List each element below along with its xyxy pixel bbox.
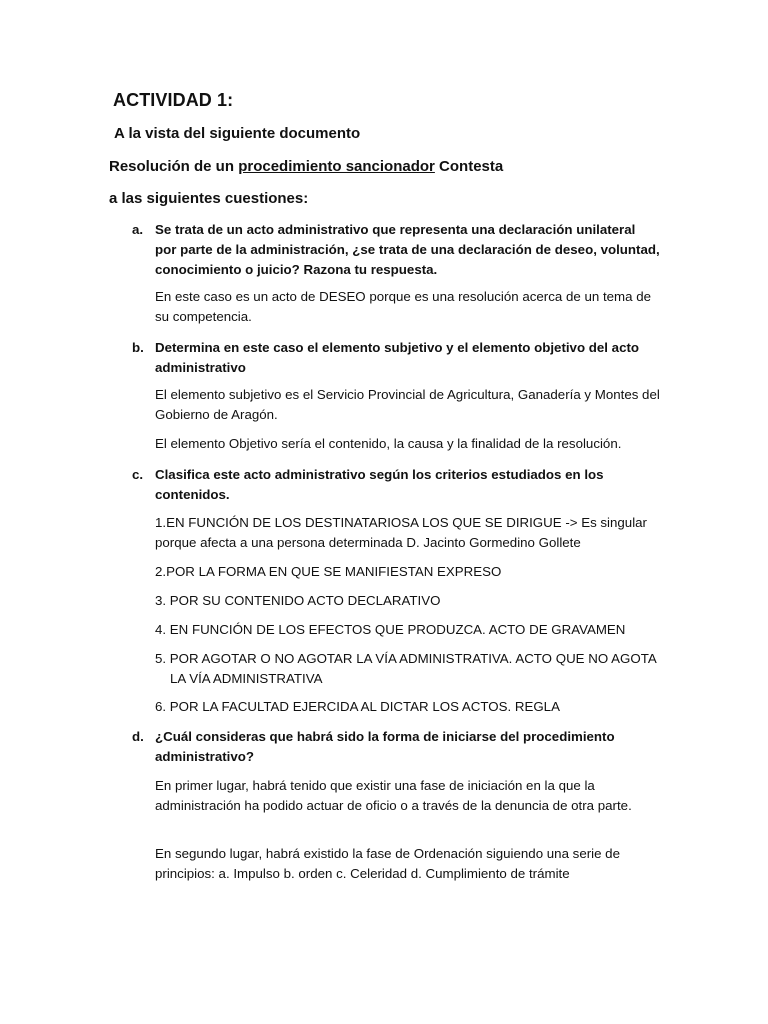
question-d <box>132 727 660 767</box>
question-letter: b. <box>132 340 144 355</box>
underlined-term: procedimiento sancionador <box>238 158 435 175</box>
answer-c-1: 1.EN FUNCIÓN DE LOS DESTINATARIOSA LOS QUE SE DIRIGUE -> Es singular porque afecta a una persona determinada D. Jacinto Gormedino Gollete <box>155 515 647 550</box>
answer-d-1: En primer lugar, habrá tenido que existir una fase de iniciación en la que la administración ha podido actuar de oficio o a través de la denuncia de otra parte. <box>155 778 632 813</box>
question-text: ¿Cuál consideras que habrá sido la forma de iniciarse del procedimiento administrativo? <box>155 729 615 764</box>
question-b <box>132 338 660 378</box>
intro-line-2 <box>109 158 503 175</box>
answer-c-2: 2.POR LA FORMA EN QUE SE MANIFIESTAN EXPRESO <box>155 564 502 579</box>
answer-c-3: 3. POR SU CONTENIDO ACTO DECLARATIVO <box>155 593 441 608</box>
question-text: Clasifica este acto administrativo según los criterios estudiados en los contenidos. <box>155 467 604 502</box>
question-letter: d. <box>132 729 144 744</box>
intro-line-2-end: Contesta <box>434 158 504 175</box>
question-letter: c. <box>132 467 144 482</box>
intro-line-1: A la vista del siguiente documento <box>114 125 361 142</box>
question-c <box>132 465 660 505</box>
answer-b-2: El elemento Objetivo sería el contenido, la causa y la finalidad de la resolución. <box>155 436 622 451</box>
answer-c-5 <box>155 649 665 689</box>
answer-a-1: En este caso es un acto de DESEO porque es una resolución acerca de un tema de su competencia. <box>155 289 651 324</box>
question-letter: a. <box>132 222 144 237</box>
answer-c-6: 6. POR LA FACULTAD EJERCIDA AL DICTAR LOS ACTOS. REGLA <box>155 699 560 714</box>
question-text: Se trata de un acto administrativo que representa una declaración unilateral por parte de la administración, ¿se trata de una declaración de deseo, voluntad, conocimiento o juicio? Razona tu respuesta. <box>155 222 660 277</box>
question-text: Determina en este caso el elemento subjetivo y el elemento objetivo del acto administrativo <box>155 340 640 375</box>
answer-d-2: En segundo lugar, habrá existido la fase de Ordenación siguiendo una serie de principios: a. Impulso b. orden c. Celeridad d. Cumplimiento de trámite <box>155 846 620 881</box>
intro-line-3: a las siguientes cuestiones: <box>109 190 309 207</box>
answer-b-1: El elemento subjetivo es el Servicio Provincial de Agricultura, Ganadería y Montes del Gobierno de Aragón. <box>155 387 660 422</box>
intro-line-2-start: Resolución de un <box>109 158 239 175</box>
answer-c-5-text: 5. POR AGOTAR O NO AGOTAR LA VÍA ADMINISTRATIVA. ACTO QUE NO AGOTA LA VÍA ADMINISTRATIVA <box>155 651 656 686</box>
question-a <box>132 220 660 280</box>
page-title: ACTIVIDAD 1: <box>113 90 234 110</box>
answer-c-4: 4. EN FUNCIÓN DE LOS EFECTOS QUE PRODUZCA. ACTO DE GRAVAMEN <box>155 622 626 637</box>
